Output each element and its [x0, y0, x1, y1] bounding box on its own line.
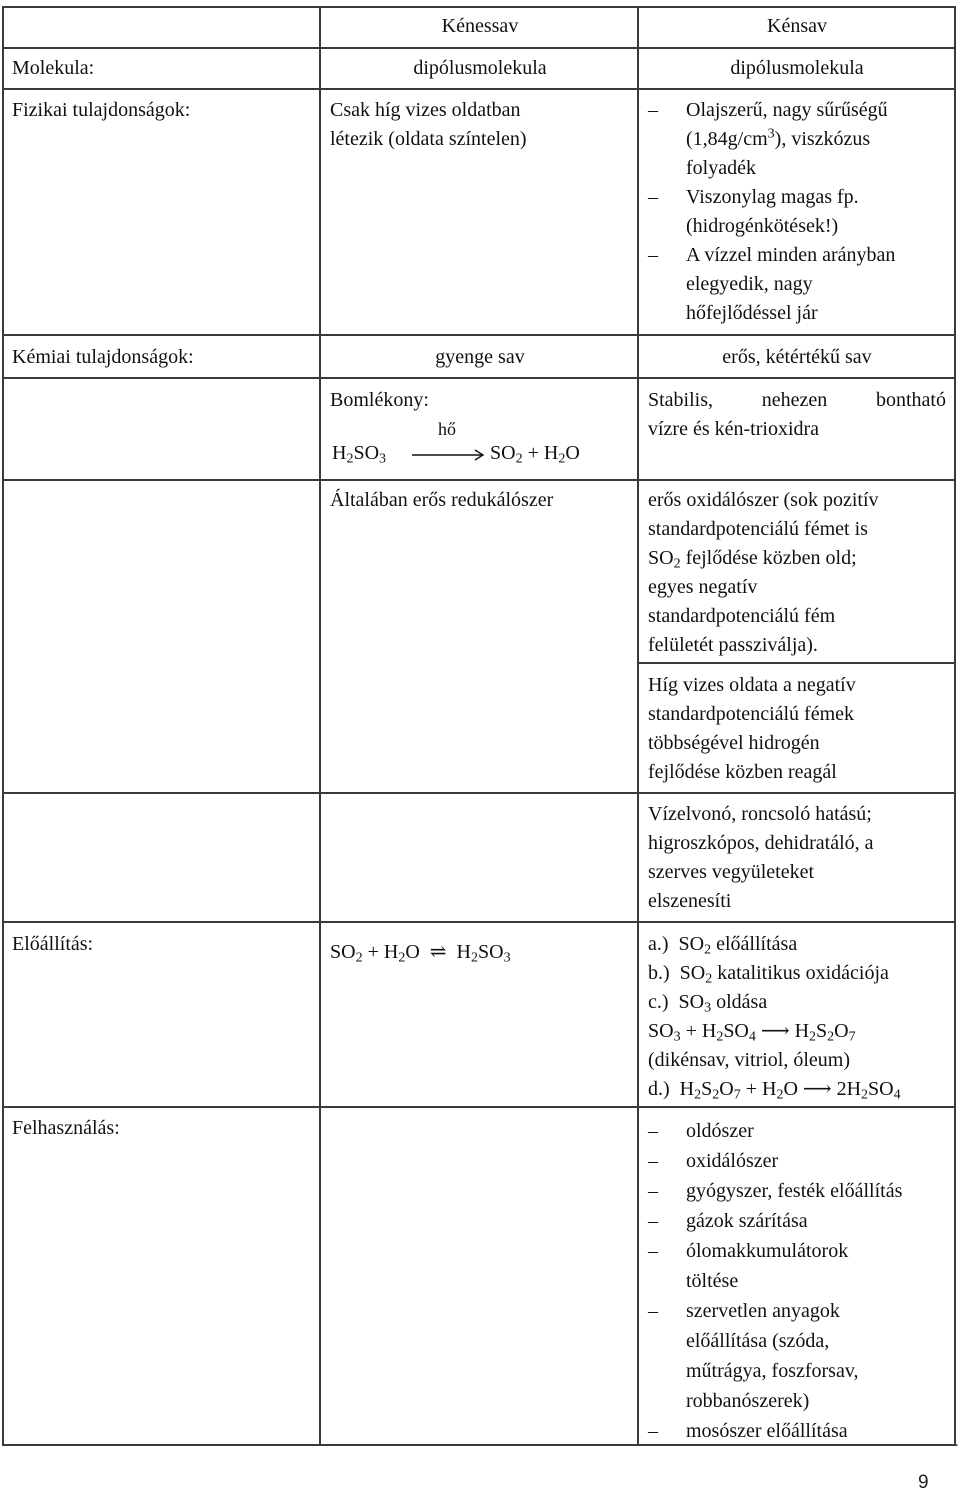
vizelvono-kensav — [640, 800, 954, 916]
dash-marker: – — [648, 1420, 658, 1442]
formula-h2so3: $H_2SO_3$ — [332, 442, 387, 467]
row-label-felhasznalas: Felhasználás: — [12, 1117, 120, 1139]
bullet-item: – gázok szárítása — [648, 1206, 946, 1236]
fizikai-kenessav — [322, 96, 638, 154]
text-line: standardpotenciálú fém — [648, 605, 836, 627]
step-c: c.) $SO_3$ oldása — [648, 991, 768, 1016]
bullet-item: – oldószer — [648, 1116, 946, 1146]
bullet-item — [648, 183, 946, 241]
row-label-eloallitas: Előállítás: — [12, 933, 94, 955]
text-line: egyes negatív — [648, 576, 758, 598]
dash-marker: – — [648, 1120, 658, 1142]
bullet-item: – ólomakkumulátorok töltése — [648, 1236, 946, 1296]
dash-marker: – — [648, 1150, 658, 1172]
decomposition-equation — [330, 415, 630, 475]
step-d: d.) $H_2S_2O_7 + H_2O$ ⟶ $2H_2SO_4$ — [648, 1078, 901, 1103]
row-label-kemiai: Kémiai tulajdonságok: — [12, 346, 194, 368]
bullet-item: – szervetlen anyagok előállítása (szóda, műtrágya, foszforsav, robbanószerek) — [648, 1296, 946, 1416]
header-kenessav: Kénessav — [441, 15, 519, 37]
arrow-label-heat: hő — [438, 419, 456, 439]
text-line: standardpotenciálú fémek — [648, 703, 855, 725]
kemiai-kensav: erős, kétértékű sav — [722, 346, 872, 368]
text-line: Viszonylag magas fp. — [686, 186, 859, 208]
eloallitas-kenessav-equation: $SO_2 + H_2O$ ⇌ $H_2SO_3$ — [330, 941, 511, 966]
eloallitas-kensav — [640, 930, 954, 1104]
reaction-arrow-icon — [412, 449, 488, 461]
dash-marker: – — [648, 1240, 658, 1262]
hig-oldat-kensav — [640, 671, 954, 787]
text-line: $SO_2$ fejlődése közben old; — [648, 547, 857, 572]
text-line: erős oxidálószer (sok pozitív — [648, 489, 879, 511]
text-line: létezik (oldata színtelen) — [330, 128, 527, 150]
text-line: Vízelvonó, roncsoló hatású; — [648, 803, 872, 825]
dash-marker: – — [648, 1300, 658, 1322]
dash-marker: – — [648, 244, 658, 266]
formula-products: $SO_2 + H_2O$ — [490, 442, 580, 467]
bullet-item: – gyógyszer, festék előállítás — [648, 1176, 946, 1206]
text-line: (hidrogénkötések!) — [686, 215, 839, 237]
bomlas-kenessav — [322, 386, 638, 475]
text-line: többségével hidrogén — [648, 732, 820, 754]
dash-marker: – — [648, 186, 658, 208]
molekula-kenessav: dipólusmolekula — [413, 57, 547, 79]
bomlas-kensav — [640, 386, 954, 444]
step-b: b.) $SO_2$ katalitikus oxidációja — [648, 962, 889, 987]
felhasznalas-kensav — [640, 1116, 954, 1446]
header-kensav: Kénsav — [767, 15, 827, 37]
arrow-right-icon: ⟶ — [802, 1078, 832, 1100]
fizikai-kensav — [640, 96, 954, 328]
row-label-fizikai: Fizikai tulajdonságok: — [12, 99, 191, 121]
trailing-dot: . — [955, 1435, 959, 1450]
bullet-item — [648, 96, 946, 183]
equilibrium-arrow-icon: ⇌ — [429, 941, 447, 963]
bullet-item: – oxidálószer — [648, 1146, 946, 1176]
bullet-item: – mosószer előállítása — [648, 1416, 946, 1446]
kemiai-kenessav: gyenge sav — [435, 346, 525, 368]
text-line: standardpotenciálú fémet is — [648, 518, 868, 540]
text-line: Híg vizes oldata a negatív — [648, 674, 856, 696]
bullet-item — [648, 241, 946, 328]
row-label-molekula: Molekula: — [12, 57, 95, 79]
text-line: hőfejlődéssel jár — [686, 302, 818, 324]
text-line: Olajszerű, nagy sűrűségű — [686, 99, 888, 121]
text-line: $(1,84g/cm^3)$, viszkózus — [686, 126, 871, 150]
text-line: higroszkópos, dehidratáló, a — [648, 832, 874, 854]
text-line: folyadék — [686, 157, 756, 179]
text-line: fejlődése közben reagál — [648, 761, 837, 783]
dash-marker: – — [648, 99, 658, 121]
step-a: a.) $SO_2$ előállítása — [648, 933, 798, 958]
text-line: elszenesíti — [648, 890, 732, 912]
text-line: A vízzel minden arányban — [686, 244, 896, 266]
text-line: elegyedik, nagy — [686, 273, 813, 295]
text-line: szerves vegyületeket — [648, 861, 815, 883]
step-c-note: (dikénsav, vitriol, óleum) — [648, 1049, 850, 1071]
redox-kenessav: Általában erős redukálószer — [330, 489, 554, 511]
redox-kensav — [640, 486, 954, 660]
text-line: Stabilis, nehezen bontható — [648, 389, 946, 411]
dash-marker: – — [648, 1210, 658, 1232]
step-c-equation: $SO_3 + H_2SO_4$ ⟶ $H_2S_2O_7$ — [648, 1020, 856, 1045]
text-line: Csak híg vizes oldatban — [330, 99, 521, 121]
dash-marker: – — [648, 1180, 658, 1202]
molekula-kensav: dipólusmolekula — [730, 57, 864, 79]
text-line: vízre és kén-trioxidra — [648, 418, 820, 440]
bomlas-title: Bomlékony: — [330, 389, 429, 411]
text-line: felületét passziválja). — [648, 634, 818, 656]
arrow-right-icon: ⟶ — [760, 1020, 790, 1042]
page-number: 9 — [918, 1472, 929, 1493]
